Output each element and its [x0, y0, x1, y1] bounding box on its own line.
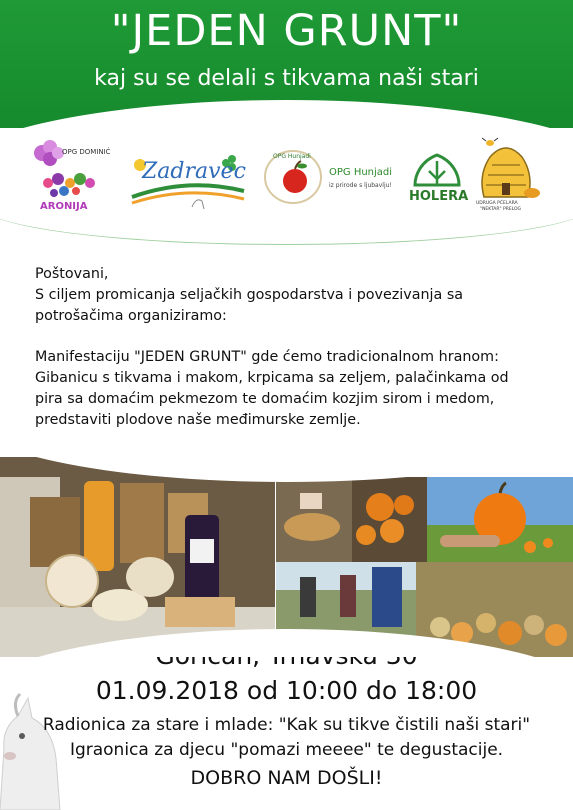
event-datetime: 01.09.2018 od 10:00 do 18:00 [95, 676, 478, 705]
collage-illustration [0, 457, 573, 657]
holera-label: HOLERA [409, 189, 469, 204]
opg-hunjadi-slogan: iz prirode s ljubavlju! [329, 182, 392, 189]
body-line-2: Gibanicu s tikvama i makom, krpicama sa zeljem, palačinkama od [35, 370, 509, 386]
opg-hunjadi-arc-label: OPG Hunjadi [273, 153, 311, 160]
sponsor-logos [0, 135, 573, 215]
greeting: Poštovani, [35, 266, 109, 282]
welcome-text: DOBRO NAM DOŠLI! [190, 767, 383, 789]
intro-line-1: S ciljem promicanja seljačkih gospodarstva i povezivanja sa [35, 287, 464, 303]
holera-leaf-icon [407, 151, 467, 191]
photo-collage [0, 457, 573, 657]
invitation-letter [35, 264, 555, 431]
opg-hunjadi-logo [263, 149, 403, 213]
beehive-icon [470, 135, 550, 203]
event-subtitle: kaj su se delali s tikvama naši stari [94, 66, 479, 91]
kids-info: Igraonica za djecu "pomazi meeee" te degustacije. [69, 740, 504, 760]
holera-logo [407, 151, 467, 209]
zadravec-logo [128, 151, 246, 211]
event-title: "JEDEN GRUNT" [110, 6, 463, 56]
udruga-pcelara-label: UDRUGA PČELARA [476, 201, 518, 206]
body-line-1: Manifestaciju "JEDEN GRUNT" gde ćemo tradicionalnom hranom: [35, 349, 499, 365]
logo-divider-arc [0, 205, 573, 245]
nektar-prelog-label: "NEKTAR" PRELOG [480, 207, 522, 212]
opg-dominic-label: OPG DOMINIĆ [62, 148, 111, 156]
body-line-4: predstaviti plodove naše međimurske zemlje. [35, 412, 361, 428]
body-line-3: pira sa domaćim pekmezom te domaćim kozjim sirom i medom, [35, 391, 495, 407]
opg-hunjadi-label: OPG Hunjadi [329, 167, 393, 178]
workshop-info: Radionica za stare i mlade: "Kak su tikve čistili naši stari" [42, 715, 531, 735]
zadravec-label: Zadravec [142, 159, 246, 184]
aronija-label: ARONIJA [40, 201, 88, 212]
intro-line-2: potrošačima organiziramo: [35, 308, 227, 324]
